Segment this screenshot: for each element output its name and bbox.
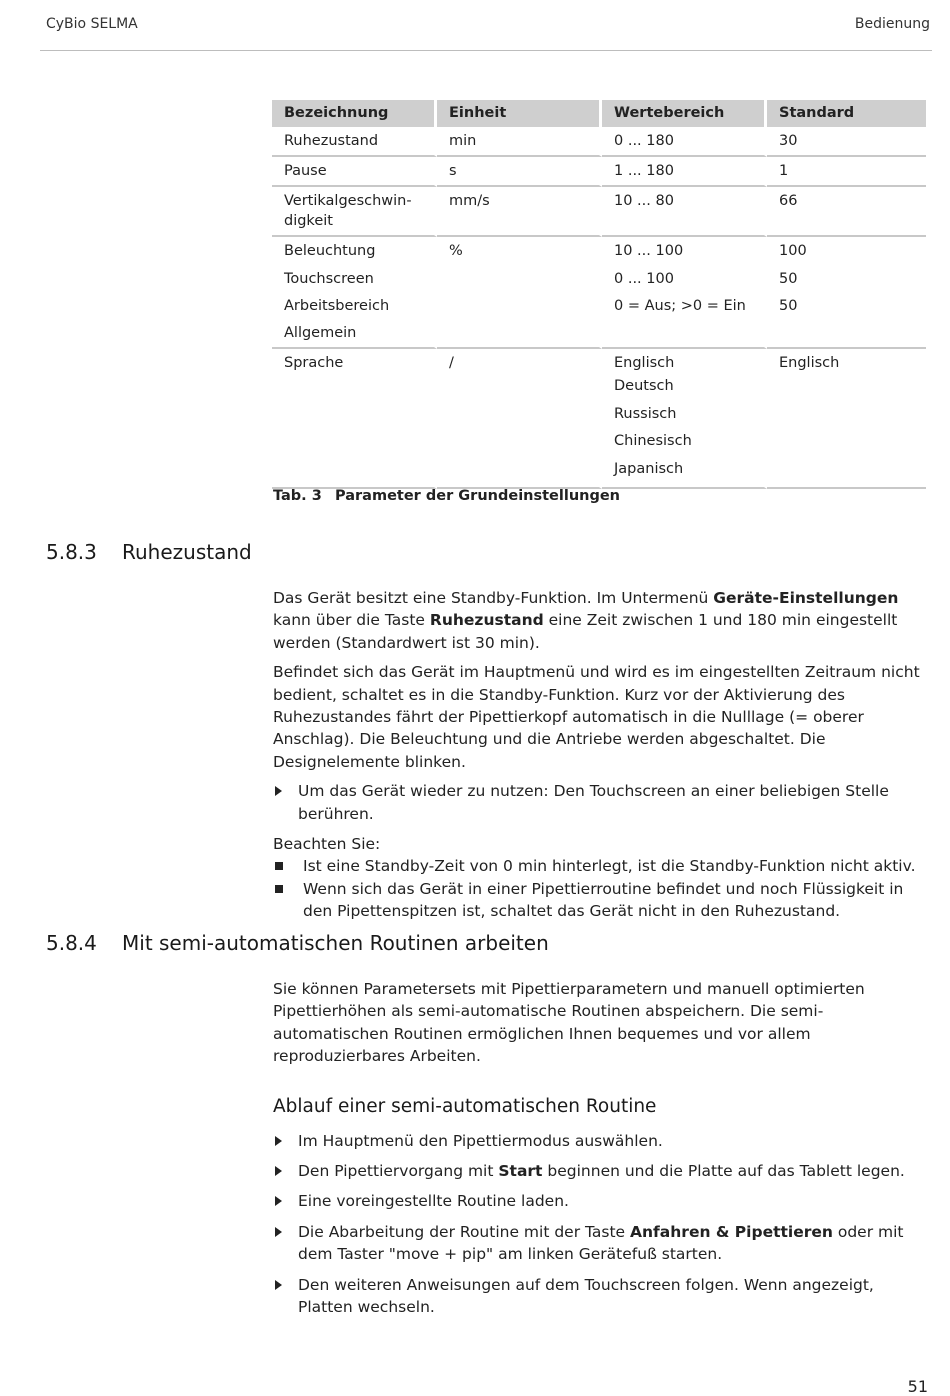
arrow-bullet-icon <box>275 1166 282 1176</box>
table-cell: 0 ... 180 <box>602 127 767 157</box>
table-caption-number: Tab. 3 <box>273 488 322 504</box>
square-bullet-icon <box>275 885 283 893</box>
instruction-text: Den Pipettiervorgang mit Start beginnen und die Platte auf das Tablett legen. <box>298 1162 905 1181</box>
instruction-text: Eine voreingestellte Routine laden. <box>298 1192 569 1211</box>
arrow-bullet-icon <box>275 1136 282 1146</box>
instruction-text: Die Abarbeitung der Routine mit der Taste Anfahren & Pipettieren oder mit dem Taster "move + pip" am linken Gerätefuß starten. <box>298 1222 904 1264</box>
table-cell: 10 ... 100 <box>602 237 767 261</box>
table-cell: 1 <box>767 157 926 187</box>
page-number: 51 <box>907 1377 928 1396</box>
table-header-cell: Einheit <box>437 100 602 127</box>
paragraph: Befindet sich das Gerät im Hauptmenü und wird es im eingestellten Zeitraum nicht bedient, schaltet es in die Standby-Funktion. Kurz vor der Aktivierung des Ruhezustandes fährt der Pipettierkopf automatisch in die Nulllage (= oberer Anschlag). Die Beleuchtung und die Antriebe werden abgeschaltet. Die Designelemente blinken. <box>273 663 920 771</box>
table-cell: Ruhezustand <box>272 127 437 157</box>
language-option: Russisch <box>614 405 677 422</box>
table-cell: Touchscreen <box>272 261 437 289</box>
table-cell: 10 ... 80 <box>602 187 767 237</box>
table-cell: Englisch <box>767 349 926 489</box>
table-row <box>272 157 926 187</box>
language-option: Chinesisch <box>614 433 692 449</box>
table-row <box>272 127 926 157</box>
table-cell: min <box>437 127 602 157</box>
table-cell: 1 ... 180 <box>602 157 767 187</box>
section-title: Mit semi-automatischen Routinen arbeiten <box>122 931 549 955</box>
language-option: Englisch <box>614 355 675 371</box>
subsection-heading: Ablauf einer semi-automatischen Routine <box>273 1095 657 1117</box>
table-cell: 66 <box>767 187 926 237</box>
table-cell: Sprache <box>272 349 437 489</box>
table-row <box>272 187 926 237</box>
language-option-list <box>614 373 764 483</box>
table-cell <box>437 261 602 289</box>
table-cell <box>272 187 437 237</box>
table-caption <box>273 488 620 504</box>
table-row <box>272 261 926 289</box>
table-cell: 50 <box>779 298 798 314</box>
table-cell: s <box>437 157 602 187</box>
table-cell: Pause <box>272 157 437 187</box>
table-cell: 100 <box>779 243 807 259</box>
note-label: Beachten Sie: <box>273 835 381 854</box>
paragraph: Das Gerät besitzt eine Standby-Funktion. Im Untermenü Geräte-Einstellungen kann über die Taste Ruhezustand eine Zeit zwischen 1 und 180 min eingestellt werden (Standardwert ist 30 min). <box>273 589 899 652</box>
table-cell: Arbeitsbereich <box>272 289 437 316</box>
instruction-step <box>273 1160 929 1182</box>
table-cell <box>602 349 767 489</box>
table-cell <box>437 316 602 349</box>
section-number: 5.8.3 <box>46 540 97 564</box>
table-cell: mm/s <box>437 187 602 237</box>
instruction-text: Um das Gerät wieder zu nutzen: Den Touchscreen an einer beliebigen Stelle berühren. <box>298 782 889 823</box>
table-cell <box>602 316 767 349</box>
table-cell: Allgemein <box>272 316 437 349</box>
table-caption-text: Parameter der Grundeinstellungen <box>335 488 621 504</box>
table-row <box>272 289 926 316</box>
table-cell-line: Vertikalgeschwin- <box>284 193 412 209</box>
section-heading-ruhezustand <box>46 540 252 564</box>
instruction-step <box>273 1190 929 1212</box>
instruction-step <box>273 780 929 825</box>
table-row <box>272 237 926 261</box>
table-row <box>272 349 926 489</box>
table-cell: 50 <box>779 271 798 287</box>
header-divider <box>40 50 932 51</box>
table-cell: 0 ... 100 <box>602 261 767 289</box>
table-cell: / <box>437 349 602 489</box>
language-option: Deutsch <box>614 378 674 394</box>
table-cell <box>767 316 926 349</box>
table-header-cell: Bezeichnung <box>272 100 437 127</box>
arrow-bullet-icon <box>275 1227 282 1237</box>
language-option: Japanisch <box>614 460 684 477</box>
instruction-step <box>273 1274 929 1319</box>
table-header-cell: Standard <box>767 100 926 127</box>
instruction-step <box>273 1130 929 1152</box>
table-cell: 0 = Aus; >0 = Ein <box>602 289 767 316</box>
section-title: Ruhezustand <box>122 540 252 564</box>
arrow-bullet-icon <box>275 1196 282 1206</box>
section-body-ruhezustand <box>273 587 929 923</box>
table-header-row <box>272 100 926 127</box>
list-item <box>273 878 929 923</box>
section-body-semi-auto <box>273 978 929 1326</box>
table-cell: % <box>437 237 602 261</box>
arrow-bullet-icon <box>275 786 282 796</box>
instruction-text: Den weiteren Anweisungen auf dem Touchscreen folgen. Wenn angezeigt, Platten wechseln. <box>298 1275 874 1317</box>
section-number: 5.8.4 <box>46 931 97 955</box>
table-cell <box>437 289 602 316</box>
table-cell: 30 <box>767 127 926 157</box>
header-chapter: Bedienung <box>854 16 930 32</box>
section-heading-semi-auto <box>46 931 549 955</box>
list-item <box>273 855 929 877</box>
list-item-text: Wenn sich das Gerät in einer Pipettierroutine befindet und noch Flüssigkeit in den Pipettenspitzen ist, schaltet das Gerät nicht in den Ruhezustand. <box>303 879 904 921</box>
table-cell-line: digkeit <box>284 213 333 229</box>
table-header-cell: Wertebereich <box>602 100 767 127</box>
table-cell: Beleuchtung <box>272 237 437 261</box>
arrow-bullet-icon <box>275 1280 282 1290</box>
parameter-table <box>272 100 926 489</box>
instruction-step <box>273 1221 929 1266</box>
instruction-text: Im Hauptmenü den Pipettiermodus auswählen. <box>298 1131 663 1150</box>
header-product-name: CyBio SELMA <box>46 16 138 32</box>
table-row <box>272 316 926 349</box>
list-item-text: Ist eine Standby-Zeit von 0 min hinterlegt, ist die Standby-Funktion nicht aktiv. <box>303 857 916 876</box>
paragraph: Sie können Parametersets mit Pipettierparametern und manuell optimierten Pipettierhöhen als semi-automatische Routinen abspeichern. Die semi-automatischen Routinen ermöglichen Ihnen bequemes und vor allem reproduzierbares Arbeiten. <box>273 980 865 1066</box>
square-bullet-icon <box>275 862 283 870</box>
